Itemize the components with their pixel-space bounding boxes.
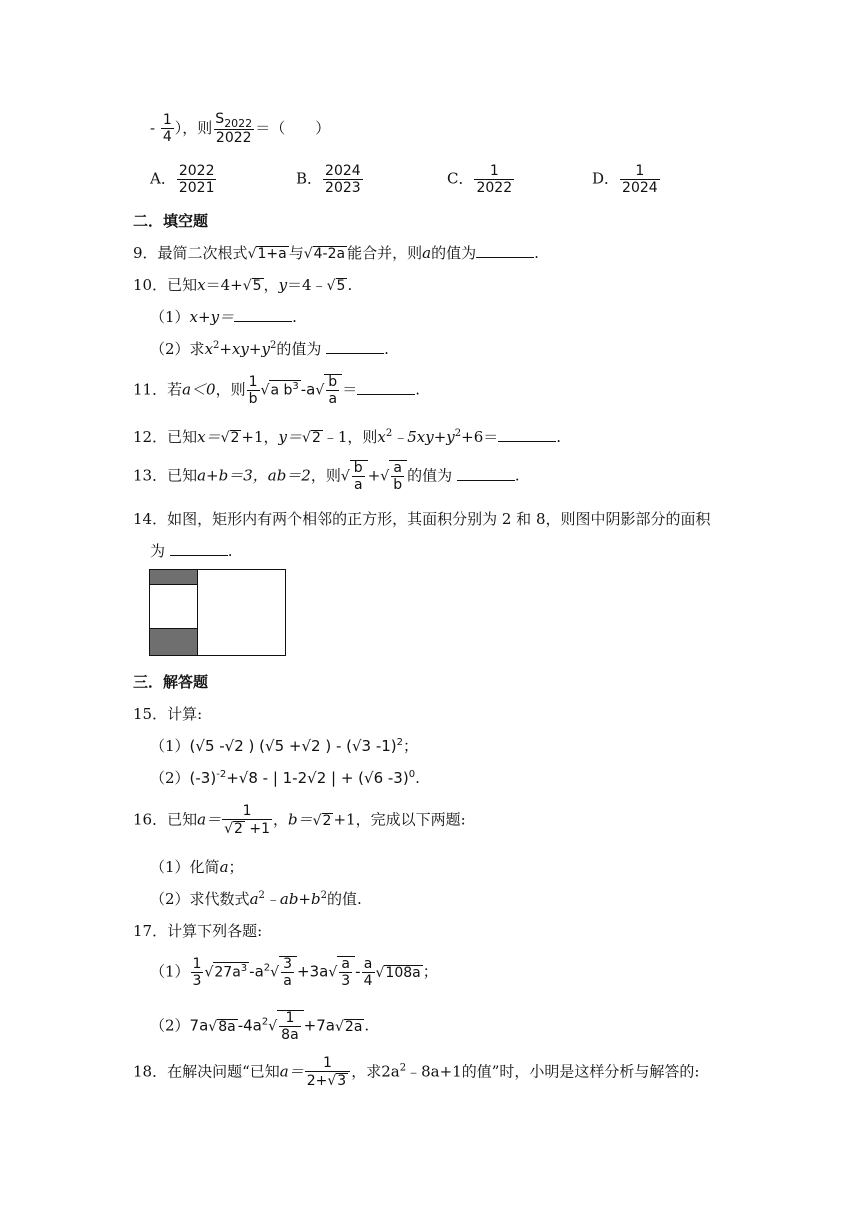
question-16-part-1: （1）化简a；: [150, 858, 244, 876]
question-10-part-1: （1）x+y＝ .: [150, 308, 297, 326]
question-17: 17．计算下列各题:: [133, 922, 263, 940]
answer-blank[interactable]: [234, 307, 292, 322]
question-16: 16．已知a＝ $\frac{1}{√2 +1}$ ，b＝√2 +1，完成以下两题:: [133, 803, 466, 837]
question-17-part-2: （2）7a√8a $-4a^2√$ $\frac{1}{8a}$ +7a√2a .: [150, 1010, 370, 1043]
question-10-part-2: （2）求$x^2+xy+y^2$的值为 .: [150, 340, 389, 358]
question-13: 13．已知a+b＝3，ab＝2，则√ $\frac{b}{a}$ +√ $\frac{a}{b}$ 的值为 .: [133, 460, 520, 493]
question-15: 15．计算:: [133, 705, 203, 723]
q8-tail-line: - $\frac{1}{4}$ ），则 $\frac{S_{2022}}{2022}$ ＝（ ）: [150, 111, 331, 147]
answer-blank[interactable]: [170, 541, 228, 556]
section-heading-solutions: 三．解答题: [133, 673, 209, 691]
shaded-region-top: [150, 570, 198, 585]
question-14-cont: 为 .: [150, 542, 233, 560]
answer-blank[interactable]: [476, 243, 534, 258]
question-12: 12．已知x＝√2 +1，y＝√2 ﹣1，则$x^2﹣5xy+y^2+6=$ .: [133, 428, 562, 446]
question-10: 10．已知x＝4+√5 ，y＝4﹣√5 .: [133, 276, 353, 294]
q8-option-a[interactable]: A． $\frac{2022}{2021}$: [150, 163, 215, 196]
question-15-part-1: （1）(√5 -√2 ) (√5 +√2 ) - (√3 -1)$^2$；: [150, 737, 419, 755]
answer-blank[interactable]: [357, 380, 415, 395]
question-18: 18．在解决问题“已知a＝ $\frac{1}{2+√3}$ ，求$2a^2﹣8a+1$的值”时，小明是这样分析与解答的:: [133, 1055, 700, 1089]
fraction: $\frac{1}{4}$: [162, 112, 172, 146]
question-16-part-2: （2）求代数式$a^2﹣ab+b^2$的值.: [150, 890, 362, 908]
question-14: 14．如图，矩形内有两个相邻的正方形，其面积分别为 2 和 8，则图中阴影部分的面积: [133, 510, 711, 528]
q8-option-d[interactable]: D． $\frac{1}{2024}$: [592, 163, 658, 196]
answer-blank[interactable]: [498, 427, 556, 442]
answer-blank[interactable]: [326, 339, 384, 354]
q8-option-b[interactable]: B． $\frac{2024}{2023}$: [296, 163, 361, 196]
answer-blank[interactable]: [457, 466, 515, 481]
question-15-part-2: $(2)(-3)^{-2}+√8$ - | 1-2√2 | + (√6 -3)$^0$.: [150, 769, 420, 787]
rectangle-figure: [149, 569, 286, 656]
q8-option-c[interactable]: C． $\frac{1}{2022}$: [447, 163, 513, 196]
small-square: [150, 585, 198, 629]
question-9: 9．最简二次根式√1+a 与√4-2a 能合并，则a的值为 .: [133, 244, 539, 262]
question-17-part-1: （1） $\frac{1}{3}$ $√27a^3$ $-a^2√$ $\frac{3}{a}$ +3a√ $\frac{a}{3}$ - $\frac{a}{4}$ √108a ；: [150, 956, 438, 989]
section-heading-fill-in: 二．填空题: [133, 212, 209, 230]
fraction-s2022: $\frac{S_{2022}}{2022}$: [215, 111, 253, 147]
shaded-region-bottom: [150, 629, 198, 655]
question-11: 11．若a＜0，则 $\frac{1}{b}$ √a $b^3$ -a√ $\frac{b}{a}$ ＝ .: [133, 374, 420, 407]
